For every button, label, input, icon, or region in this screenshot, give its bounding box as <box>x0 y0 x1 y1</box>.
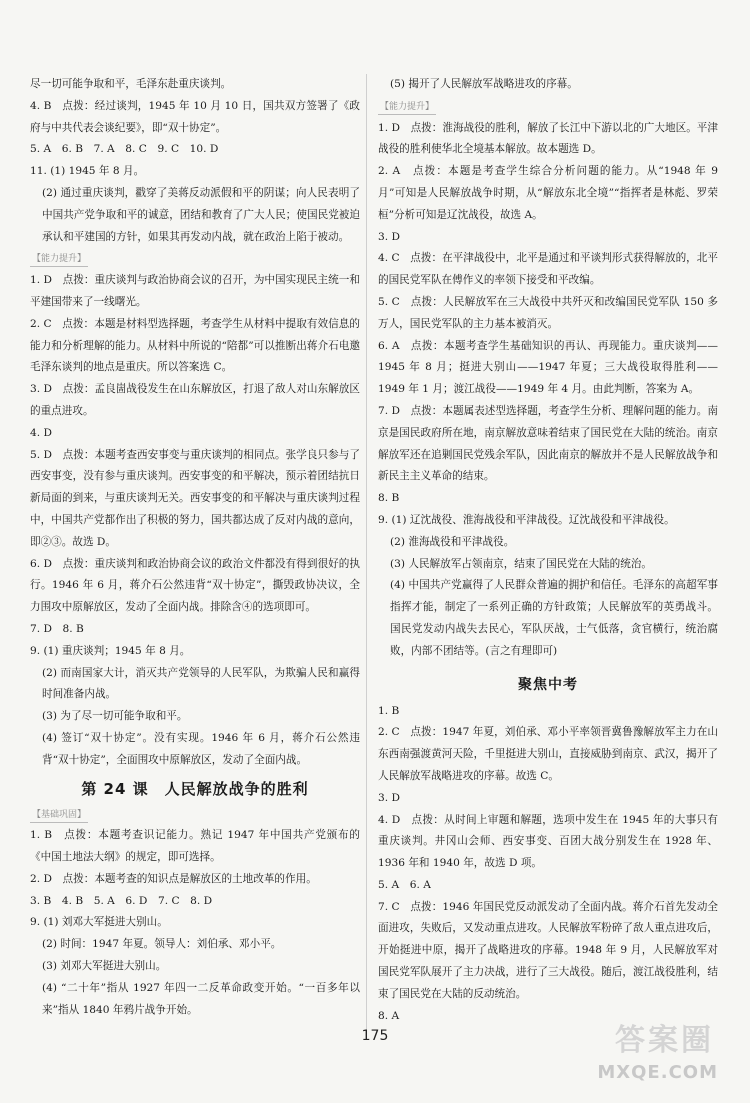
answer-paragraph: (2) 通过重庆谈判，戳穿了美蒋反动派假和平的阴谋；向人民表明了中国共产党争取和平的诚意，团结和教育了广大人民；使国民党被迫承认和平建国的方针，如果其再发动内战，就在政治上陷于被动。 <box>42 186 360 243</box>
answer-paragraph: (3) 刘邓大军挺进大别山。 <box>42 960 167 973</box>
answer-paragraph: 2. A 点拨：本题是考查学生综合分析问题的能力。从“1948 年 9 月”可知是人民解放战争时期，从“解放东北全境”“指挥者是林彪、罗荣桓”分析可知是辽沈战役，故选 A。 <box>378 165 718 221</box>
page-number: 175 <box>361 1028 389 1044</box>
answer-paragraph: 9. (1) 辽沈战役、淮海战役和平津战役。辽沈战役和平津战役。 <box>378 513 675 526</box>
answer-paragraph: 9. (1) 重庆谈判；1945 年 8 月。 <box>30 644 191 657</box>
answer-paragraph: 1. B 点拨：本题考查识记能力。熟记 1947 年中国共产党颁布的《中国土地法大纲》的规定，即可选择。 <box>30 829 360 864</box>
answer-paragraph: (5) 揭开了人民解放军战略进攻的序幕。 <box>390 78 578 90</box>
watermark <box>597 1019 736 1093</box>
right-column <box>378 74 718 1027</box>
answer-paragraph: (4) “二十年”指从 1927 年四一二反革命政变开始。“一百多年以来”指从 1840 年鸦片战争开始。 <box>42 981 360 1016</box>
answer-paragraph: 3. D <box>378 791 400 804</box>
answer-paragraph: 3. D 点拨：孟良崮战役发生在山东解放区，打退了敌人对山东解放区的重点进攻。 <box>30 383 360 417</box>
answer-paragraph: 6. D 点拨：重庆谈判和政治协商会议的政治文件都没有得到很好的执行。1946 年 6 月，蒋介石公然违背“双十协定”，撕毁政协决议，全力围攻中原解放区，发动了全面内战。排除含④的选项即可。 <box>30 557 360 614</box>
section-heading: 聚焦中考 <box>518 676 578 693</box>
answer-paragraph: (3) 人民解放军占领南京，结束了国民党在大陆的统治。 <box>390 557 653 570</box>
answer-paragraph: 1. D 点拨：淮海战役的胜利，解放了长江中下游以北的广大地区。平津战役的胜利使华北全境基本解放。故本题选 D。 <box>378 121 718 156</box>
answer-paragraph: 6. A 点拨：本题考查学生基础知识的再认、再现能力。重庆谈判——1945 年 8 月；挺进大别山——1947 年夏；三大战役取得胜利——1949 年 1 月；渡江战役——1949 年 4 月。由此判断，答案为 A。 <box>378 339 718 396</box>
answer-paragraph: 4. D <box>30 426 52 439</box>
answer-paragraph: (3) 为了尽一切可能争取和平。 <box>42 710 188 723</box>
answer-paragraph: 9. (1) 刘邓大军挺进大别山。 <box>30 916 168 929</box>
answer-paragraph: 3. D <box>378 230 400 243</box>
answer-paragraph: 4. D 点拨：从时间上审题和解题，选项中发生在 1945 年的大事只有重庆谈判。井冈山会师、西安事变、百团大战分别发生在 1928 年、1936 年和 1940 年，故选 D 项。 <box>378 813 718 870</box>
answer-paragraph: 7. D 点拨：本题属表述型选择题，考查学生分析、理解问题的能力。南京是国民政府所在地，南京解放意味着结束了国民党在大陆的统治。南京解放军还在追剿国民党残余军队，因此南京的解放并不是人民解放战争和新民主主义革命的结束。 <box>378 404 718 483</box>
answer-paragraph: 5. A 6. A <box>378 878 431 891</box>
answer-paragraph: 4. C 点拨：在平津战役中，北平是通过和平谈判形式获得解放的，北平的国民党军队在傅作义的率领下接受和平改编。 <box>378 252 718 287</box>
answer-paragraph: 11. (1) 1945 年 8 月。 <box>30 165 145 178</box>
column-divider <box>366 74 367 1034</box>
answer-paragraph: 5. D 点拨：本题考查西安事变与重庆谈判的相同点。张学良只参与了西安事变，没有参与重庆谈判。西安事变的和平解决，预示着团结抗日新局面的到来，与重庆谈判无关。西安事变的和平解决与重庆谈判过程中，中国共产党都作出了积极的努力，国共都达成了反对内战的意向，即②③。故选 D。 <box>30 448 360 548</box>
answer-paragraph: (4) 中国共产党赢得了人民群众普遍的拥护和信任。毛泽东的高超军事指挥才能，制定了一系列正确的方针政策；人民解放军的英勇战斗。国民党发动内战失去民心，军队厌战，士气低落，贪官横行，统治腐败，内部不团结等。(言之有理即可) <box>390 579 718 657</box>
answer-paragraph: 2. D 点拨：本题考查的知识点是解放区的土地改革的作用。 <box>30 872 317 885</box>
answer-paragraph: 1. B <box>378 704 400 717</box>
answer-paragraph: (2) 而南国家大计，消灭共产党领导的人民军队，为欺骗人民和赢得时间准备内战。 <box>42 666 360 701</box>
section-tag-basic: 【基础巩固】 <box>30 809 88 823</box>
section-tag-ability: 【能力提升】 <box>30 253 88 267</box>
section-tag-ability: 【能力提升】 <box>378 101 436 115</box>
answer-paragraph: 8. A <box>378 1009 400 1022</box>
answer-paragraph: 5. A 6. B 7. A 8. C 9. C 10. D <box>30 143 219 156</box>
answer-paragraph: 1. D 点拨：重庆谈判与政治协商会议的召开，为中国实现民主统一和平建国带来了一线曙光。 <box>30 274 360 308</box>
answer-paragraph: 2. C 点拨：1947 年夏，刘伯承、邓小平率领晋冀鲁豫解放军主力在山东西南强渡黄河天险，千里挺进大别山，直接威胁到南京、武汉，揭开了人民解放军战略进攻的序幕。故选 C。 <box>378 726 718 782</box>
answer-paragraph: 8. B <box>378 492 400 505</box>
lesson-heading: 第 24 课 人民解放战争的胜利 <box>81 779 309 798</box>
left-column <box>30 74 360 1021</box>
answer-paragraph: 3. B 4. B 5. A 6. D 7. C 8. D <box>30 894 213 907</box>
watermark-site: MXQE.COM <box>597 1062 718 1083</box>
answer-paragraph: 2. C 点拨：本题是材料型选择题，考查学生从材料中提取有效信息的能力和分析理解的能力。从材料中所说的“陪都”可以推断出蒋介石电邀毛泽东谈判的地点是重庆。所以答案选 C。 <box>30 317 360 374</box>
answer-paragraph: 7. C 点拨：1946 年国民党反动派发动了全面内战。蒋介石首先发动全面进攻，失败后，又发动重点进攻。人民解放军粉碎了敌人重点进攻后，开始挺进中原，揭开了战略进攻的序幕。1948 年 9 月，人民解放军对国民党军队展开了主力决战，进行了三大战役。随后，渡江战役胜利，结束了国民党在大陆的反动统治。 <box>378 900 718 1000</box>
answer-paragraph: 7. D 8. B <box>30 622 84 635</box>
answer-paragraph: 5. C 点拨：人民解放军在三大战役中共歼灭和改编国民党军队 150 多万人，国民党军队的主力基本被消灭。 <box>378 295 718 330</box>
answer-paragraph: 4. B 点拨：经过谈判，1945 年 10 月 10 日，国共双方签署了《政府与中共代表会谈纪要》，即“双十协定”。 <box>30 99 360 134</box>
answer-paragraph: (4) 签订“双十协定”。没有实现。1946 年 6 月，蒋介石公然违背“双十协定”，全面围攻中原解放区，发动了全面内战。 <box>42 731 360 766</box>
answer-paragraph: 尽一切可能争取和平，毛泽东赴重庆谈判。 <box>30 78 232 90</box>
watermark-logo: 答案圈 <box>615 1023 714 1058</box>
answer-paragraph: (2) 淮海战役和平津战役。 <box>390 535 515 548</box>
answer-paragraph: (2) 时间：1947 年夏。领导人：刘伯承、邓小平。 <box>42 938 282 951</box>
